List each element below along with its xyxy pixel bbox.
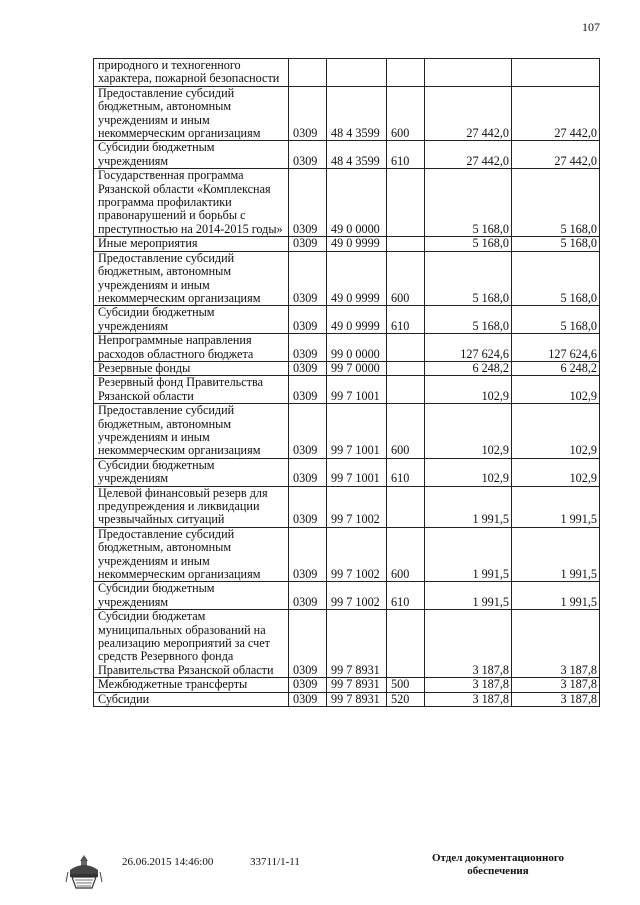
row-amount-total: 3 187,8 xyxy=(512,610,600,678)
table-row xyxy=(94,678,600,692)
row-name-cell: Предоставление субсидий бюджетным, автономным учреждениям и иным некоммерческим организациям xyxy=(94,527,289,582)
table-row xyxy=(94,86,600,141)
row-amount: 127 624,6 xyxy=(425,334,512,362)
row-target-article: 99 7 1002 xyxy=(327,582,387,610)
row-section-code: 0309 xyxy=(289,692,327,706)
row-name-cell: Субсидии бюджетным учреждениям xyxy=(94,458,289,486)
row-amount-total: 5 168,0 xyxy=(512,306,600,334)
row-target-article: 99 7 1002 xyxy=(327,527,387,582)
row-expense-type: 610 xyxy=(387,141,425,169)
row-section-code: 0309 xyxy=(289,582,327,610)
row-amount-total: 5 168,0 xyxy=(512,169,600,237)
row-target-article: 99 0 0000 xyxy=(327,334,387,362)
table-row xyxy=(94,692,600,706)
row-section-code: 0309 xyxy=(289,361,327,375)
row-section-code: 0309 xyxy=(289,306,327,334)
row-expense-type: 520 xyxy=(387,692,425,706)
row-name-cell: Целевой финансовый резерв для предупреждения и ликвидации чрезвычайных ситуаций xyxy=(94,486,289,527)
row-amount-total: 102,9 xyxy=(512,376,600,404)
page-number: 107 xyxy=(582,20,600,34)
row-amount: 1 991,5 xyxy=(425,527,512,582)
row-name-cell: Государственная программа Рязанской области «Комплексная программа профилактики правонарушений и борьбы с преступностью на 2014-2015 годы» xyxy=(94,169,289,237)
row-name-cell: Субсидии xyxy=(94,692,289,706)
row-amount: 102,9 xyxy=(425,404,512,459)
table-row xyxy=(94,59,600,87)
row-expense-type xyxy=(387,486,425,527)
row-amount: 102,9 xyxy=(425,458,512,486)
table-row xyxy=(94,169,600,237)
row-target-article: 99 7 1001 xyxy=(327,404,387,459)
row-amount: 3 187,8 xyxy=(425,610,512,678)
row-target-article: 99 7 1002 xyxy=(327,486,387,527)
row-amount-total: 5 168,0 xyxy=(512,251,600,306)
row-name-cell: Субсидии бюджетам муниципальных образований на реализацию мероприятий за счет средств Резервного фонда Правительства Рязанской области xyxy=(94,610,289,678)
row-section-code: 0309 xyxy=(289,404,327,459)
row-expense-type: 610 xyxy=(387,306,425,334)
row-name-cell: Резервный фонд Правительства Рязанской области xyxy=(94,376,289,404)
row-expense-type xyxy=(387,237,425,251)
row-expense-type: 500 xyxy=(387,678,425,692)
row-section-code: 0309 xyxy=(289,86,327,141)
row-expense-type xyxy=(387,59,425,87)
row-amount: 6 248,2 xyxy=(425,361,512,375)
page-footer xyxy=(0,850,640,900)
row-target-article: 49 0 9999 xyxy=(327,237,387,251)
row-name-cell: Иные мероприятия xyxy=(94,237,289,251)
row-section-code: 0309 xyxy=(289,376,327,404)
row-section-code: 0309 xyxy=(289,237,327,251)
table-row xyxy=(94,251,600,306)
row-section-code: 0309 xyxy=(289,251,327,306)
row-amount-total: 27 442,0 xyxy=(512,141,600,169)
row-name-cell: Субсидии бюджетным учреждениям xyxy=(94,141,289,169)
row-section-code: 0309 xyxy=(289,610,327,678)
table-row xyxy=(94,486,600,527)
row-expense-type: 600 xyxy=(387,86,425,141)
row-section-code: 0309 xyxy=(289,678,327,692)
row-amount: 27 442,0 xyxy=(425,141,512,169)
row-amount: 1 991,5 xyxy=(425,486,512,527)
table-row xyxy=(94,334,600,362)
row-expense-type: 600 xyxy=(387,404,425,459)
row-amount xyxy=(425,59,512,87)
budget-table-body xyxy=(94,59,600,707)
row-target-article: 48 4 3599 xyxy=(327,141,387,169)
row-name-cell: Субсидии бюджетным учреждениям xyxy=(94,582,289,610)
row-target-article: 49 0 0000 xyxy=(327,169,387,237)
row-expense-type xyxy=(387,361,425,375)
row-name-cell: Непрограммные направления расходов областного бюджета xyxy=(94,334,289,362)
table-row xyxy=(94,404,600,459)
department-stamp: Отдел документационного обеспечения xyxy=(431,852,565,877)
row-expense-type xyxy=(387,169,425,237)
row-target-article: 99 7 8931 xyxy=(327,678,387,692)
row-amount: 5 168,0 xyxy=(425,237,512,251)
row-target-article: 48 4 3599 xyxy=(327,86,387,141)
row-amount: 3 187,8 xyxy=(425,692,512,706)
table-row xyxy=(94,527,600,582)
row-section-code: 0309 xyxy=(289,141,327,169)
row-amount-total: 1 991,5 xyxy=(512,486,600,527)
row-expense-type xyxy=(387,376,425,404)
row-target-article: 49 0 9999 xyxy=(327,306,387,334)
row-name-cell: Предоставление субсидий бюджетным, автономным учреждениям и иным некоммерческим организациям xyxy=(94,404,289,459)
row-target-article: 99 7 1001 xyxy=(327,458,387,486)
print-datetime: 26.06.2015 14:46:00 xyxy=(122,856,214,868)
row-expense-type: 610 xyxy=(387,582,425,610)
budget-table xyxy=(93,58,600,707)
row-amount-total: 3 187,8 xyxy=(512,692,600,706)
row-target-article: 99 7 8931 xyxy=(327,610,387,678)
row-expense-type: 600 xyxy=(387,527,425,582)
row-target-article xyxy=(327,59,387,87)
row-expense-type: 600 xyxy=(387,251,425,306)
row-amount: 3 187,8 xyxy=(425,678,512,692)
row-amount: 102,9 xyxy=(425,376,512,404)
table-row xyxy=(94,582,600,610)
row-section-code: 0309 xyxy=(289,458,327,486)
table-row xyxy=(94,237,600,251)
row-amount-total: 3 187,8 xyxy=(512,678,600,692)
row-amount-total: 127 624,6 xyxy=(512,334,600,362)
table-row xyxy=(94,458,600,486)
row-target-article: 99 7 8931 xyxy=(327,692,387,706)
table-row xyxy=(94,141,600,169)
row-name-cell: Предоставление субсидий бюджетным, автономным учреждениям и иным некоммерческим организациям xyxy=(94,86,289,141)
table-row xyxy=(94,610,600,678)
row-amount-total xyxy=(512,59,600,87)
row-section-code xyxy=(289,59,327,87)
row-section-code: 0309 xyxy=(289,527,327,582)
row-amount-total: 102,9 xyxy=(512,458,600,486)
row-section-code: 0309 xyxy=(289,486,327,527)
row-name-cell: Предоставление субсидий бюджетным, автономным учреждениям и иным некоммерческим организациям xyxy=(94,251,289,306)
row-expense-type xyxy=(387,610,425,678)
row-name-cell: Резервные фонды xyxy=(94,361,289,375)
row-amount: 27 442,0 xyxy=(425,86,512,141)
row-name-cell: природного и техногенного характера, пожарной безопасности xyxy=(94,59,289,87)
row-amount: 1 991,5 xyxy=(425,582,512,610)
row-name-cell: Межбюджетные трансферты xyxy=(94,678,289,692)
coat-of-arms-logo xyxy=(64,852,104,892)
row-amount-total: 1 991,5 xyxy=(512,582,600,610)
row-amount-total: 6 248,2 xyxy=(512,361,600,375)
row-target-article: 49 0 9999 xyxy=(327,251,387,306)
row-amount: 5 168,0 xyxy=(425,169,512,237)
document-number: 33711/1-11 xyxy=(250,856,300,868)
row-name-cell: Субсидии бюджетным учреждениям xyxy=(94,306,289,334)
table-row xyxy=(94,306,600,334)
row-section-code: 0309 xyxy=(289,169,327,237)
table-row xyxy=(94,376,600,404)
row-target-article: 99 7 1001 xyxy=(327,376,387,404)
row-amount-total: 5 168,0 xyxy=(512,237,600,251)
row-target-article: 99 7 0000 xyxy=(327,361,387,375)
row-amount: 5 168,0 xyxy=(425,306,512,334)
row-amount-total: 1 991,5 xyxy=(512,527,600,582)
row-amount-total: 27 442,0 xyxy=(512,86,600,141)
row-expense-type: 610 xyxy=(387,458,425,486)
row-section-code: 0309 xyxy=(289,334,327,362)
row-amount: 5 168,0 xyxy=(425,251,512,306)
table-row xyxy=(94,361,600,375)
row-expense-type xyxy=(387,334,425,362)
row-amount-total: 102,9 xyxy=(512,404,600,459)
